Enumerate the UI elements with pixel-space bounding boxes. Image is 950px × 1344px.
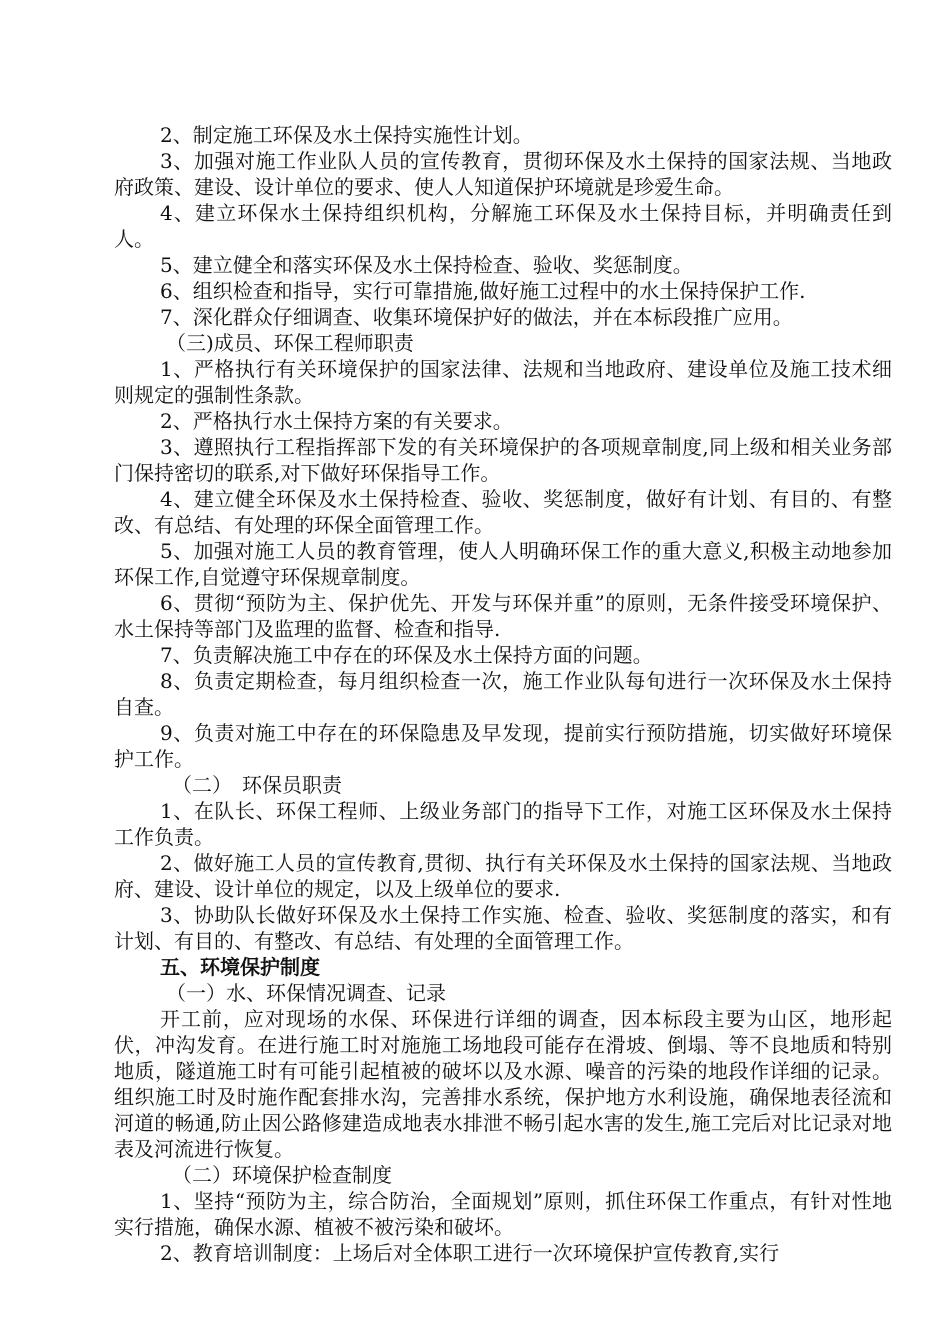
section-heading-inspection: （二）环境保护检查制度: [172, 1163, 392, 1187]
paragraph-19: 开工前，应对现场的水保、环保进行详细的调查，因本标段主要为山区，地形起伏，冲沟发育。在进行施工时对施施工场地段可能存在滑坡、倒塌、等不良地质和特别地质，隧道施工时有可能引起植被的破坏以及水源、噪音的污染的地段作详细的记录。组织施工时及时施作配套排水沟，完善排水系统，保护地方水利设施，确保地表径流和河道的畅通,防止因公路修建造成地表水排泄不畅引起水害的发生,施工完后对比记录对地表及河流进行恢复。: [114, 1007, 892, 1161]
paragraph-17: 2、做好施工人员的宣传教育,贯彻、执行有关环保及水土保持的国家法规、当地政府、建设、设计单位的规定，以及上级单位的要求.: [114, 851, 892, 901]
paragraph-20: 1、坚持“预防为主，综合防治，全面规划”原则，抓住环保工作重点，有针对性地实行措施，确保水源、植被不被污染和破坏。: [114, 1189, 892, 1239]
paragraph-12: 6、贯彻“预防为主、保护优先、开发与环保并重”的原则，无条件接受环境保护、水土保持等部门及监理的监督、检查和指导.: [114, 591, 892, 641]
paragraph-5: 6、组织检查和指导，实行可靠措施,做好施工过程中的水土保持保护工作.: [160, 279, 806, 303]
paragraph-15: 9、负责对施工中存在的环保隐患及早发现，提前实行预防措施，切实做好环境保护工作。: [114, 721, 892, 771]
document-page: [114, 122, 892, 1266]
section-heading-engineer-duties: （三)成员、环保工程师职责: [166, 331, 414, 355]
paragraph-21: 2、教育培训制度：上场后对全体职工进行一次环境保护宣传教育,实行: [160, 1241, 780, 1265]
paragraph-8: 2、严格执行水土保持方案的有关要求。: [160, 409, 513, 433]
paragraph-16: 1、在队长、环保工程师、上级业务部门的指导下工作，对施工区环保及水土保持工作负责。: [114, 799, 892, 849]
paragraph-2: 3、加强对施工作业队人员的宣传教育，贯彻环保及水土保持的国家法规、当地政府政策、建设、设计单位的要求、使人人知道保护环境就是珍爱生命。: [114, 149, 892, 199]
paragraph-1: 2、制定施工环保及水土保持实施性计划。: [160, 123, 533, 147]
section-heading-staff-duties: （二） 环保员职责: [172, 773, 342, 797]
paragraph-7: 1、严格执行有关环境保护的国家法律、法规和当地政府、建设单位及施工技术细则规定的强制性条款。: [114, 357, 892, 407]
paragraph-18: 3、协助队长做好环保及水土保持工作实施、检查、验收、奖惩制度的落实，和有计划、有目的、有整改、有总结、有处理的全面管理工作。: [114, 903, 892, 953]
section-heading-survey: （一）水、环保情况调查、记录: [166, 981, 446, 1005]
paragraph-4: 5、建立健全和落实环保及水土保持检查、验收、奖惩制度。: [160, 253, 693, 277]
paragraph-14: 8、负责定期检查，每月组织检查一次，施工作业队每旬进行一次环保及水土保持自查。: [114, 669, 892, 719]
paragraph-6: 7、深化群众仔细调查、收集环境保护好的做法，并在本标段推广应用。: [160, 305, 793, 329]
paragraph-10: 4、建立健全环保及水土保持检查、验收、奖惩制度，做好有计划、有目的、有整改、有总结、有处理的环保全面管理工作。: [114, 487, 892, 537]
chapter-heading-protection-system: 五、环境保护制度: [160, 955, 320, 979]
paragraph-13: 7、负责解决施工中存在的环保及水土保持方面的问题。: [160, 643, 653, 667]
paragraph-3: 4、建立环保水土保持组织机构，分解施工环保及水土保持目标，并明确责任到人。: [114, 201, 892, 251]
paragraph-9: 3、遵照执行工程指挥部下发的有关环境保护的各项规章制度,同上级和相关业务部门保持密切的联系,对下做好环保指导工作。: [114, 435, 892, 485]
paragraph-11: 5、加强对施工人员的教育管理，使人人明确环保工作的重大意义,积极主动地参加环保工作,自觉遵守环保规章制度。: [114, 539, 892, 589]
